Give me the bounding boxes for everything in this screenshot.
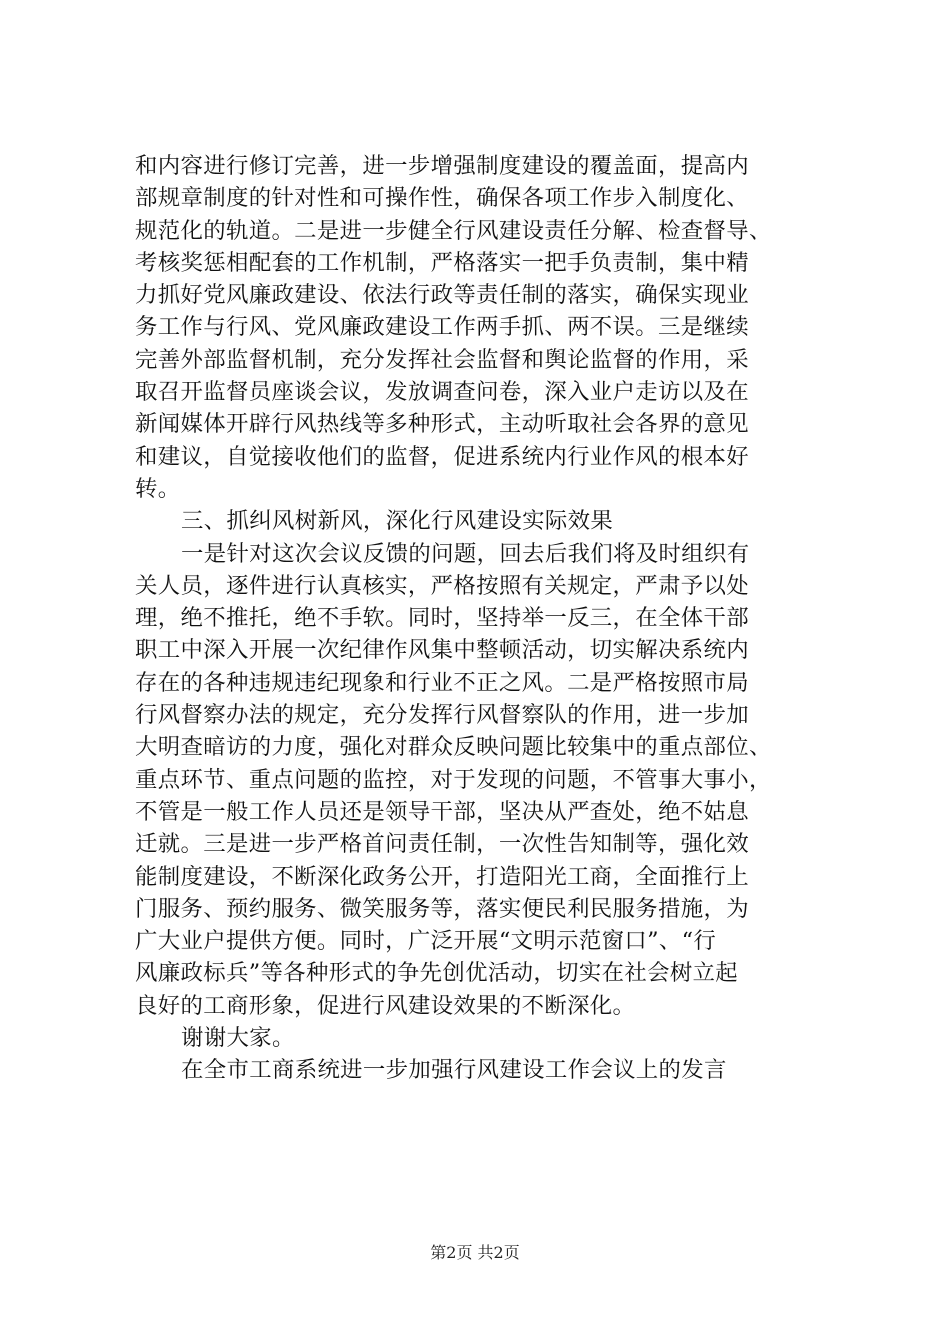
text-line: 存在的各种违规违纪现象和行业不正之风。二是严格按照市局 [135,669,749,696]
text-line: 大明查暗访的力度，强化对群众反映问题比较集中的重点部位、 [135,734,772,761]
text-line: 和内容进行修订完善，进一步增强制度建设的覆盖面，提高内 [135,153,749,179]
speech-title: 在全市工商系统进一步加强行风建设工作会议上的发言 [181,1057,727,1084]
document-body [135,150,825,1087]
text-line: 不管是一般工作人员还是领导干部，坚决从严查处，绝不姑息 [135,798,749,825]
text-line: 迁就。三是进一步严格首问责任制，一次性告知制等，强化效 [135,831,749,858]
text-line: 和建议，自觉接收他们的监督，促进系统内行业作风的根本好 [135,443,749,470]
text-line: 门服务、预约服务、微笑服务等，落实便民利民服务措施，为 [135,895,749,922]
text-line: 风廉政标兵”等各种形式的争先创优活动，切实在社会树立起 [135,960,739,987]
text-line: 部规章制度的针对性和可操作性，确保各项工作步入制度化、 [135,185,749,212]
text-line: 新闻媒体开辟行风热线等多种形式，主动听取社会各界的意见 [135,411,749,438]
text-line: 行风督察办法的规定，充分发挥行风督察队的作用，进一步加 [135,702,749,729]
text-line: 良好的工商形象，促进行风建设效果的不断深化。 [135,992,636,1019]
text-line: 完善外部监督机制，充分发挥社会监督和舆论监督的作用，采 [135,346,749,373]
text-line: 能制度建设，不断深化政务公开，打造阳光工商，全面推行上 [135,863,749,890]
paragraph-start: 一是针对这次会议反馈的问题，回去后我们将及时组织有 [181,540,750,567]
text-line: 取召开监督员座谈会议，发放调查问卷，深入业户走访以及在 [135,379,749,406]
text-line: 务工作与行风、党风廉政建设工作两手抓、两不误。三是继续 [135,314,749,341]
text-line: 转。 [135,475,181,502]
page-number-label: 第2页 共2页 [430,1243,520,1262]
text-line: 职工中深入开展一次纪律作风集中整顿活动，切实解决系统内 [135,637,749,664]
text-line: 考核奖惩相配套的工作机制，严格落实一把手负责制，集中精 [135,249,749,276]
text-line: 力抓好党风廉政建设、依法行政等责任制的落实，确保实现业 [135,282,749,309]
text-line: 规范化的轨道。二是进一步健全行风建设责任分解、检查督导、 [135,217,772,244]
text-line: 关人员，逐件进行认真核实，严格按照有关规定，严肃予以处 [135,572,749,599]
closing-thanks: 谢谢大家。 [181,1025,295,1052]
page-footer [0,1243,950,1263]
text-line: 重点环节、重点问题的监控，对于发现的问题，不管事大事小， [135,766,772,793]
text-line: 广大业户提供方便。同时，广泛开展“文明示范窗口”、“行 [135,928,717,955]
text-line: 理，绝不推托，绝不手软。同时，坚持举一反三，在全体干部 [135,605,749,632]
section-heading: 三、抓纠风树新风，深化行风建设实际效果 [181,508,614,535]
